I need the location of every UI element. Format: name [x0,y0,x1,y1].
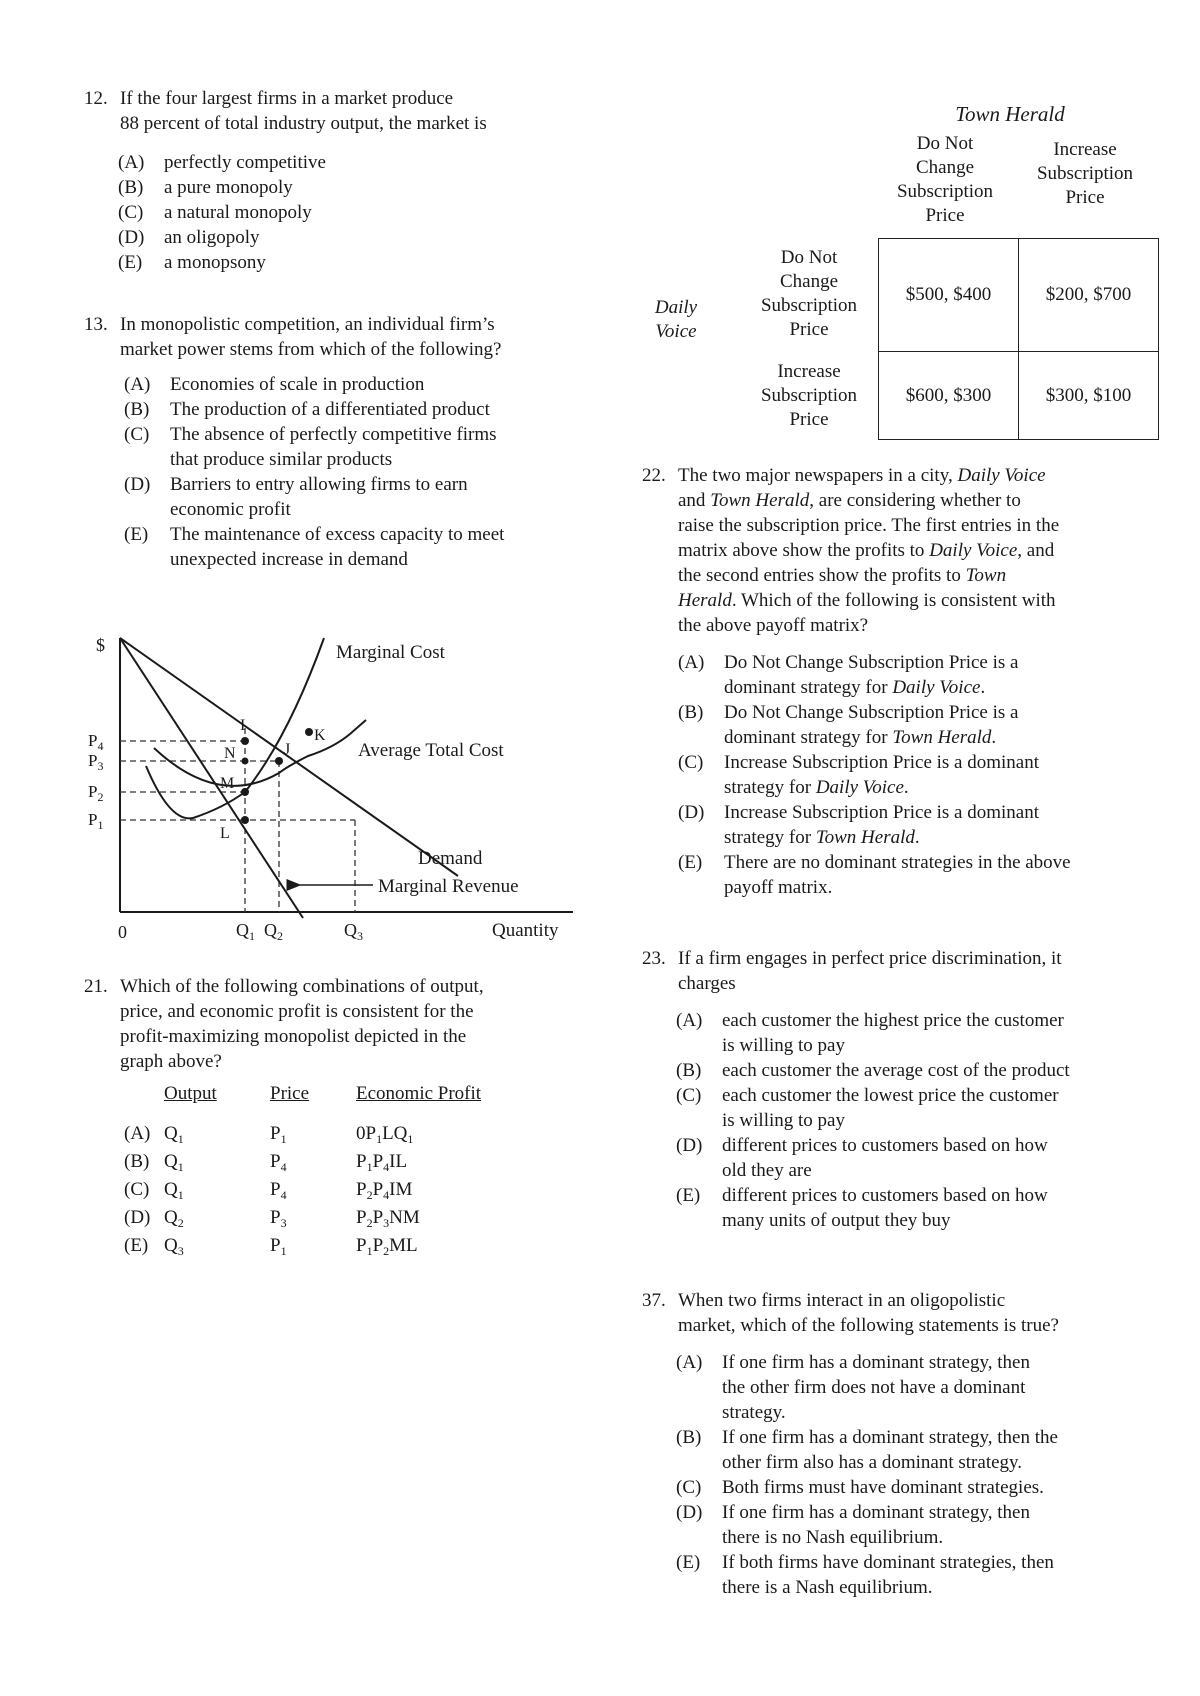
question-stem-line: the above payoff matrix? [678,615,869,636]
question-13 [84,312,644,362]
point-label-m: M [220,775,235,792]
question-37-options [676,1350,1160,1600]
quantity-label-q3: $Q_3$ [344,920,363,943]
option-e[interactable]: (E) different prices to customers based on how many units of output they buy [676,1185,1048,1231]
header-profit: Economic Profit [356,1083,482,1104]
question-stem-line: If a firm engages in perfect price discrimination, it [678,948,1062,969]
option-b[interactable]: (B) $Q_1$ $P_4$ $P_1P_4IL$ [124,1151,408,1174]
question-21 [84,974,624,1074]
question-stem-line: Herald. Which of the following is consistent with [678,590,1056,611]
point-m-marker [241,788,249,796]
question-22-options [678,650,1156,900]
option-a[interactable]: (A) perfectly competitive [118,152,326,173]
marginal-revenue-label: Marginal Revenue [378,876,519,897]
point-label-n: N [224,745,236,762]
question-number: 23. [642,948,666,969]
question-stem-line: market, which of the following statements is true? [678,1315,1059,1336]
question-stem-line: 88 percent of total industry output, the market is [120,113,487,134]
payoff-cell-no-change-increase: $200, $700 [1018,238,1159,352]
option-a[interactable]: (A) each customer the highest price the customer is willing to pay [676,1010,1064,1056]
average-total-cost-curve [154,720,366,786]
option-b[interactable]: (B) If one firm has a dominant strategy, then the other firm also has a dominant strategy. [676,1427,1058,1473]
monopoly-chart [88,618,608,948]
answer-table-header [124,1080,544,1108]
question-13-options [124,372,624,572]
option-a[interactable]: (A) Economies of scale in production [124,374,425,395]
question-stem-line: price, and economic profit is consistent for the [120,1001,474,1022]
point-l-marker [241,816,249,824]
option-b[interactable]: (B) Do Not Change Subscription Price is a dominant strategy for Town Herald. [678,702,1019,748]
option-c[interactable]: (C) Both firms must have dominant strategies. [676,1477,1044,1498]
question-23-options [676,1008,1160,1233]
demand-label: Demand [418,848,483,869]
option-c[interactable]: (C) each customer the lowest price the customer is willing to pay [676,1085,1059,1131]
question-stem-line: The two major newspapers in a city, Daily Voice [678,465,1046,486]
question-stem-line: the second entries show the profits to Town [678,565,1007,586]
option-d[interactable]: (D) Increase Subscription Price is a dominant strategy for Town Herald. [678,802,1040,848]
point-label-l: L [220,825,230,842]
option-e[interactable]: (E) a monopsony [118,252,266,273]
marginal-cost-label: Marginal Cost [336,642,445,663]
quantity-label-q2: $Q_2$ [264,920,283,943]
row-header-increase: Increase Subscription Price [760,361,858,430]
question-number: 22. [642,465,666,486]
option-d[interactable]: (D) Barriers to entry allowing firms to earn economic profit [124,474,468,520]
column-player-label: Town Herald [955,102,1065,126]
payoff-matrix [640,96,1160,446]
price-label-p1: $P_1$ [88,810,104,832]
question-number: 37. [642,1290,666,1311]
question-number: 21. [84,976,108,997]
y-axis-label: $ [96,635,105,655]
x-axis-label: Quantity [492,920,559,941]
payoff-cell-increase-increase: $300, $100 [1018,351,1159,440]
row-player-label: Daily Voice [654,297,698,342]
price-label-p4: $P_4$ [88,731,104,753]
question-stem-line: matrix above show the profits to Daily Voice, and [678,540,1055,561]
question-number: 12. [84,88,108,109]
question-stem-line: and Town Herald, are considering whether to [678,490,1021,511]
option-c[interactable]: (C) a natural monopoly [118,202,312,223]
option-d[interactable]: (D) different prices to customers based on how old they are [676,1135,1048,1181]
question-stem-line: graph above? [120,1051,222,1072]
average-total-cost-label: Average Total Cost [358,740,504,761]
option-d[interactable]: (D) If one firm has a dominant strategy, then there is no Nash equilibrium. [676,1502,1030,1548]
question-stem-line: When two firms interact in an oligopolistic [678,1290,1006,1311]
point-i-marker [241,737,249,745]
option-a[interactable]: (A) $Q_1$ $P_1$ $0P_1LQ_1$ [124,1123,414,1146]
column-header-do-not-change: Do Not Change Subscription Price [896,133,994,226]
option-a[interactable]: (A) If one firm has a dominant strategy, then the other firm does not have a dominant strategy. [676,1352,1030,1423]
point-label-j: J [284,741,291,758]
option-b[interactable]: (B) a pure monopoly [118,177,293,198]
header-price: Price [270,1083,310,1104]
answer-table [124,1080,544,1260]
option-b[interactable]: (B) each customer the average cost of the product [676,1060,1070,1081]
origin-label: 0 [118,922,127,942]
question-12-options [118,150,598,275]
marginal-revenue-curve [120,638,303,918]
payoff-cell-no-change-no-change: $500, $400 [878,238,1019,352]
header-output: Output [164,1083,217,1104]
option-e[interactable]: (E) If both firms have dominant strategies, then there is a Nash equilibrium. [676,1552,1054,1598]
point-n-marker [242,758,249,765]
option-b[interactable]: (B) The production of a differentiated product [124,399,490,420]
question-stem-line: market power stems from which of the following? [120,339,502,360]
question-stem-line: In monopolistic competition, an individual firm’s [120,314,495,335]
price-label-p2: $P_2$ [88,782,104,804]
point-j-marker [275,757,283,765]
payoff-cell-increase-no-change: $600, $300 [878,351,1019,440]
column-header-increase: Increase Subscription Price [1036,139,1134,208]
option-c[interactable]: (C) $Q_1$ $P_4$ $P_2P_4IM$ [124,1179,413,1202]
option-d[interactable]: (D) an oligopoly [118,227,260,248]
option-a[interactable]: (A) Do Not Change Subscription Price is a dominant strategy for Daily Voice. [678,652,1019,698]
question-stem-line: raise the subscription price. The first entries in the [678,515,1060,536]
option-e[interactable]: (E) $Q_3$ $P_1$ $P_1P_2ML$ [124,1235,418,1258]
question-stem-line: charges [678,973,736,994]
question-23 [642,946,1162,996]
marginal-cost-curve [146,638,324,818]
question-stem-line: profit-maximizing monopolist depicted in the [120,1026,467,1047]
quantity-label-q1: $Q_1$ [236,920,255,943]
question-stem-line: If the four largest firms in a market produce [120,88,454,109]
option-d[interactable]: (D) $Q_2$ $P_3$ $P_2P_3NM$ [124,1207,420,1230]
option-c[interactable]: (C) The absence of perfectly competitive firms that produce similar products [124,424,497,470]
option-e[interactable]: (E) The maintenance of excess capacity to meet unexpected increase in demand [124,524,505,570]
point-k-marker [305,728,313,736]
question-stem-line: Which of the following combinations of output, [120,976,484,997]
question-22 [642,463,1142,638]
question-12 [84,86,604,136]
option-e[interactable]: (E) There are no dominant strategies in the above payoff matrix. [678,852,1071,898]
point-label-i: I [240,717,246,734]
price-label-p3: $P_3$ [88,751,104,773]
question-37 [642,1288,1162,1338]
option-c[interactable]: (C) Increase Subscription Price is a dominant strategy for Daily Voice. [678,752,1040,798]
point-label-k: K [314,727,326,744]
question-number: 13. [84,314,108,335]
row-header-do-not-change: Do Not Change Subscription Price [760,247,858,340]
